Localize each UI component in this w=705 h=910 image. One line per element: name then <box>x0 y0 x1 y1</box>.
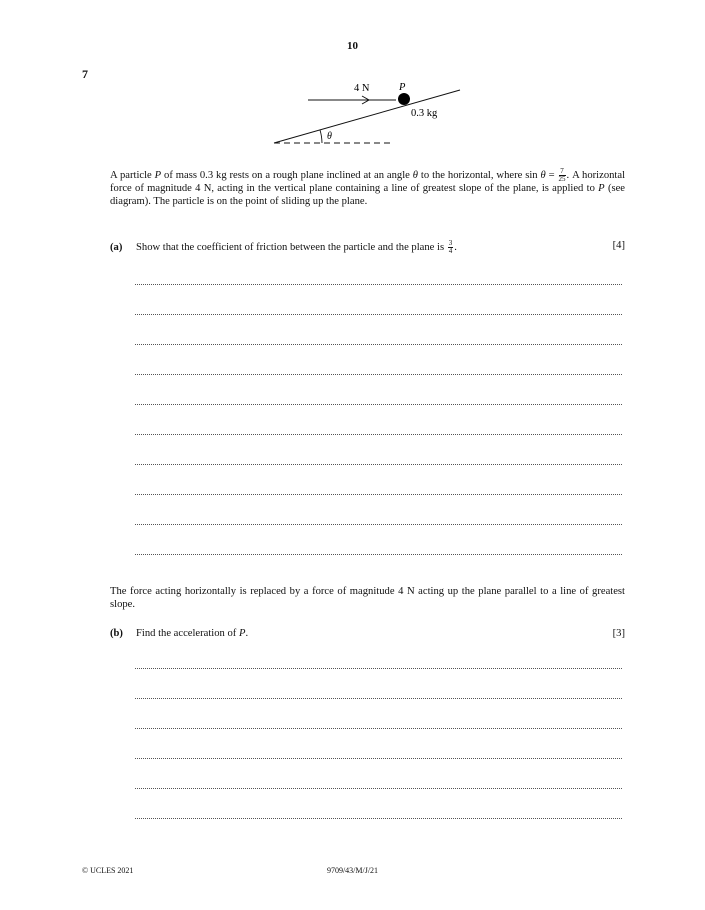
answer-line-a3[interactable] <box>135 344 622 345</box>
question-number: 7 <box>82 67 88 81</box>
answer-line-a1[interactable] <box>135 284 622 285</box>
answer-line-a8[interactable] <box>135 494 622 495</box>
answer-line-b5[interactable] <box>135 788 622 789</box>
part-b-label: (b) <box>110 628 123 639</box>
answer-line-a2[interactable] <box>135 314 622 315</box>
answer-line-a4[interactable] <box>135 374 622 375</box>
answer-line-a9[interactable] <box>135 524 622 525</box>
answer-line-b4[interactable] <box>135 758 622 759</box>
answer-line-b6[interactable] <box>135 818 622 819</box>
mu-fraction: $\frac{3}{4}$ <box>448 239 453 255</box>
answer-line-a10[interactable] <box>135 554 622 555</box>
answer-line-a6[interactable] <box>135 434 622 435</box>
force-label: 4 N <box>354 83 370 94</box>
mass-label: 0.3 kg <box>411 108 438 119</box>
sin-fraction: $\frac{7}{25}$ <box>558 167 566 183</box>
footer-copyright: © UCLES 2021 <box>82 866 134 875</box>
answer-line-a5[interactable] <box>135 404 622 405</box>
part-a: (a) Show that the coefficient of friction between the particle and the plane is $\frac{3}{4}$ . [4] <box>110 239 625 255</box>
part-b-marks: [3] <box>612 628 625 639</box>
particle-p <box>398 93 410 105</box>
part-b: (b) Find the acceleration of P. [3] <box>110 628 625 639</box>
question-intro: A particle P of mass 0.3 kg rests on a rough plane inclined at an angle θ to the horizontal, where sin θ = $\frac{7}{25}$ . A horizontal force of magnitude 4 N, acting in the vertical plane containing a line of greatest slope of the plane, is applied to P (see diagram). The particle is on the point of sliding up the plane. <box>110 167 626 207</box>
part-a-marks: [4] <box>612 240 625 251</box>
page-number: 10 <box>347 40 358 52</box>
answer-line-b1[interactable] <box>135 668 622 669</box>
angle-arc <box>320 130 322 143</box>
inclined-plane-diagram <box>260 76 470 146</box>
answer-line-a7[interactable] <box>135 464 622 465</box>
part-a-label: (a) <box>110 241 123 253</box>
answer-line-b2[interactable] <box>135 698 622 699</box>
part-a-text: Show that the coefficient of friction between the particle and the plane is <box>136 241 447 253</box>
part-b-text: Find the acceleration of <box>136 628 239 639</box>
answer-line-b3[interactable] <box>135 728 622 729</box>
particle-label: P <box>399 82 406 93</box>
footer-paper-code: 9709/43/M/J/21 <box>326 866 379 875</box>
replacement-text: The force acting horizontally is replaced by a force of magnitude 4 N acting up the plane parallel to a line of greatest slope. <box>110 586 625 610</box>
angle-label: θ <box>327 131 332 142</box>
